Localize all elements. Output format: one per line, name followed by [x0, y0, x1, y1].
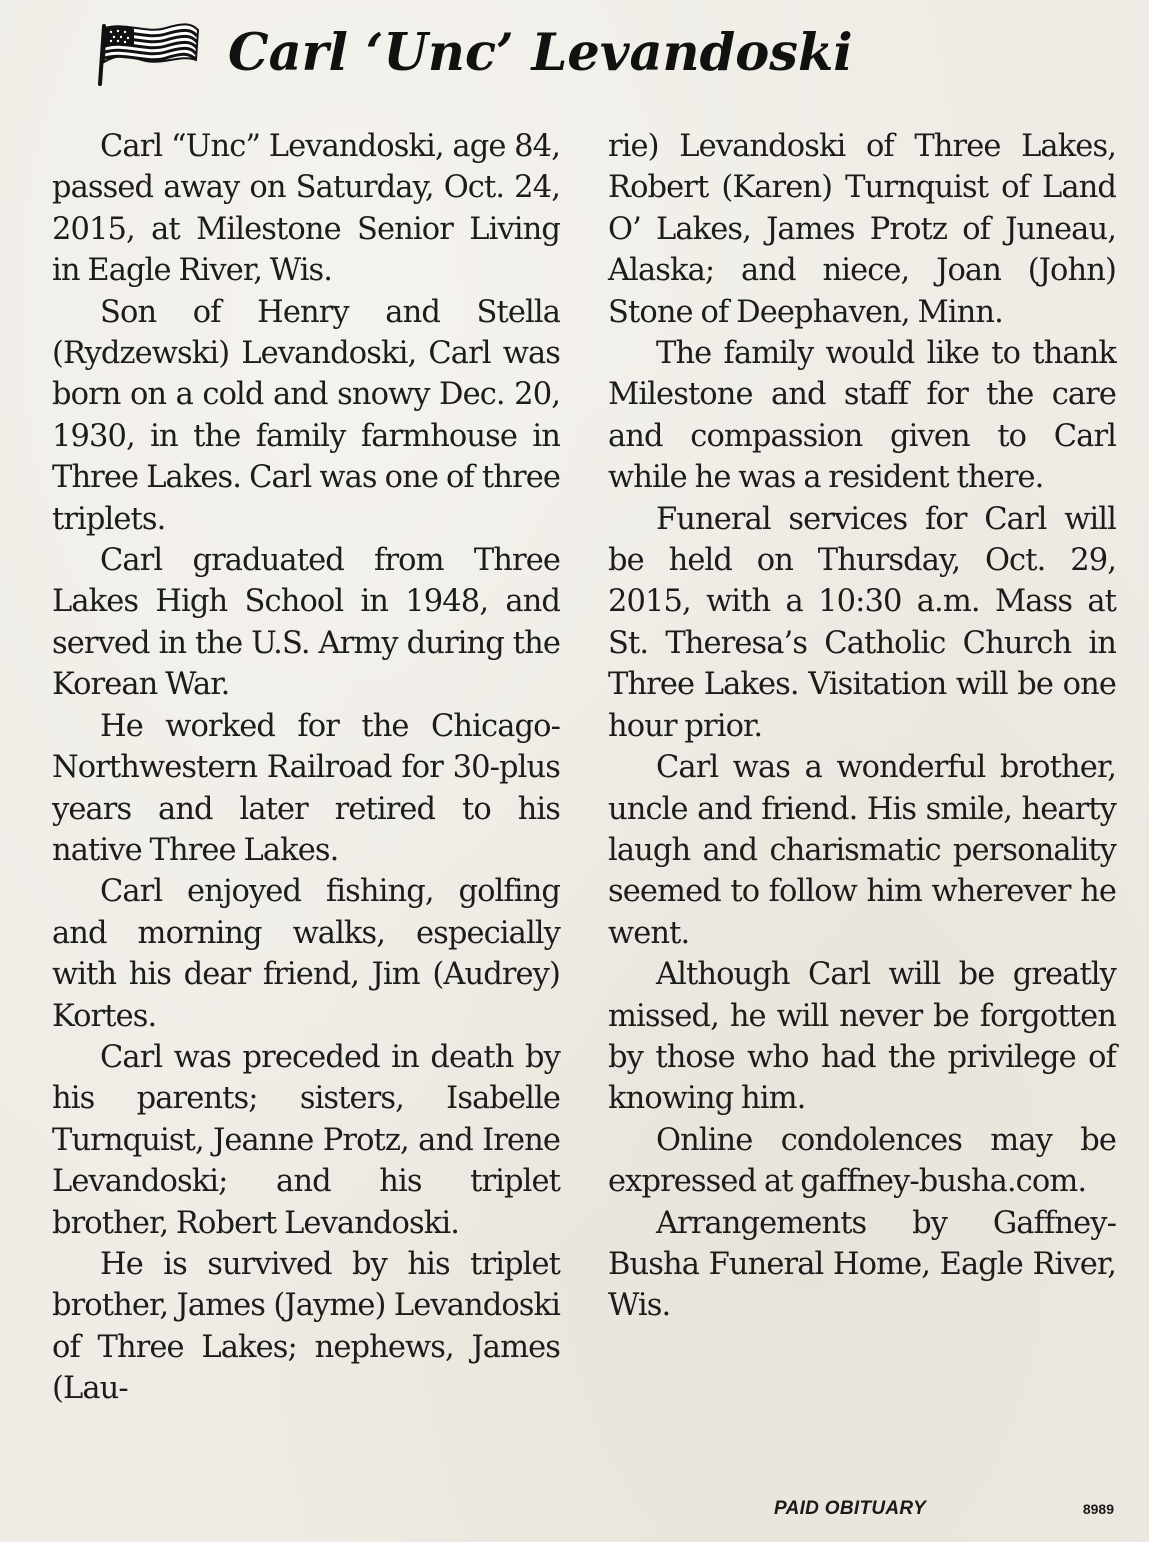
paragraph-remembrance: Although Carl will be greatly missed, he will never be forgotten by those who had the privilege of knowing him.	[608, 957, 1116, 1117]
paragraph-preceded: Carl was preceded in death by his parents; sisters, Isabelle Turnquist, Jeanne Protz, and Irene Levandoski; and his triplet brother, Robert Levandoski.	[52, 1039, 560, 1241]
paragraph-birth: Son of Henry and Stella (Rydzewski) Levandoski, Carl was born on a cold and snowy Dec. 20, 1930, in the family farmhouse in Three Lakes. Carl was one of three triplets.	[52, 294, 560, 537]
paragraph-funeral: Funeral services for Carl will be held on Thursday, Oct. 29, 2015, with a 10:30 a.m. Mass at St. Theresa’s Catholic Church in Three Lakes. Visitation will be one hour prior.	[608, 501, 1116, 744]
paragraph-tribute: Carl was a wonderful brother, uncle and friend. His smile, hearty laugh and charismatic personality seemed to follow him wherever he went.	[608, 750, 1116, 951]
obituary-footer	[608, 1494, 1116, 1524]
paragraph-hobbies: Carl enjoyed fishing, golfing and morning walks, especially with his dear friend, Jim (Audrey) Kortes.	[52, 874, 560, 1034]
paragraph-arrangements: Arrangements by Gaffney-Busha Funeral Home, Eagle River, Wis.	[608, 1205, 1116, 1324]
paragraph-survived-continued: rie) Levandoski of Three Lakes, Robert (Karen) Turnquist of Land O’ Lakes, James Protz of Juneau, Alaska; and niece, Joan (John) Stone of Deephaven, Minn.	[608, 129, 1116, 330]
obituary-header	[96, 14, 853, 92]
paragraph-thanks: The family would like to thank Milestone and staff for the care and compassion given to Carl while he was a resident there.	[608, 336, 1116, 496]
paragraph-intro: Carl “Unc” Levandoski, age 84, passed away on Saturday, Oct. 24, 2015, at Milestone Senior Living in Eagle River, Wis.	[52, 129, 560, 289]
flag-icon	[96, 20, 202, 86]
ad-code: 8989	[1082, 1501, 1114, 1517]
obituary-title: Carl ‘Unc’ Levandoski	[228, 22, 853, 83]
paid-obituary-label: PAID OBITUARY	[774, 1498, 927, 1519]
right-column	[608, 126, 1116, 1327]
paragraph-education: Carl graduated from Three Lakes High School in 1948, and served in the U.S. Army during the Korean War.	[52, 543, 560, 703]
left-column	[52, 126, 560, 1410]
paragraph-condolences: Online condolences may be expressed at gaffney-busha.com.	[608, 1122, 1116, 1200]
paragraph-career: He worked for the Chicago-Northwestern Railroad for 30-plus years and later retired to his native Three Lakes.	[52, 708, 560, 868]
paragraph-survived: He is survived by his triplet brother, James (Jayme) Levandoski of Three Lakes; nephews, James (Lau-	[52, 1246, 560, 1407]
